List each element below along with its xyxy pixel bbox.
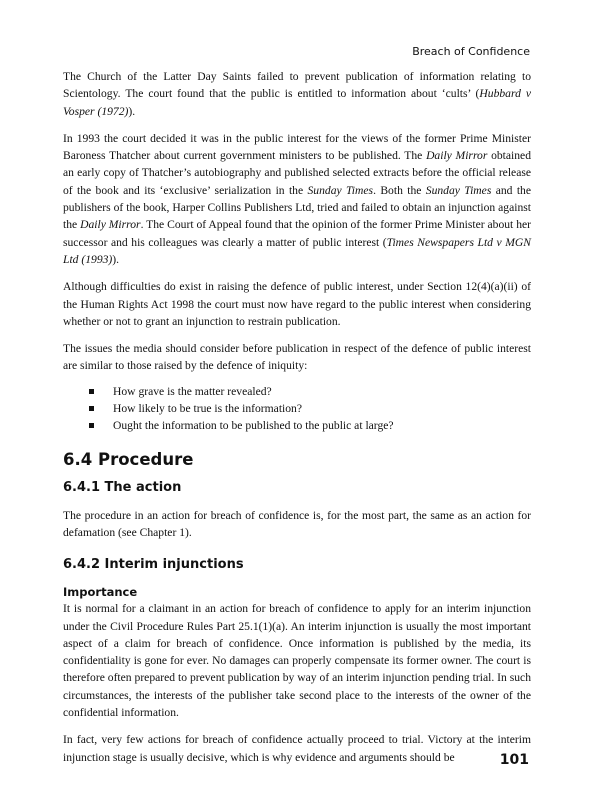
minor-heading: Importance <box>63 585 138 600</box>
paragraph: In fact, very few actions for breach of confidence actually proceed to trial. Victory at the interim injunction stage is usually decisive, which is why evidence and arguments should be <box>63 733 531 764</box>
paragraph: The procedure in an action for breach of confidence is, for the most part, the same as an action for defamation (see Chapter 1). <box>63 508 531 539</box>
case-citation: Times Newspapers Ltd v MGN Ltd (1993) <box>63 235 531 266</box>
paragraph: It is normal for a claimant in an action for breach of confidence to apply for an interim injunction under the Civil Procedure Rules Part 25.1(1)(a). An interim injunction is usually the most important aspect of a claim for breach of confidence. Once information is published by the media, its confidentiality is gone for ever. No damages can properly compensate its former owner. The court is therefore often prepared to prevent publication by way of an interim injunction pending trial. In such circumstances, the interests of the publisher take second place to the interests of the owner of the confidential information. <box>63 602 531 720</box>
bullet-icon <box>89 423 94 428</box>
bullet-icon <box>89 389 94 394</box>
bullet-list <box>63 383 531 435</box>
body-text <box>63 68 531 776</box>
list-item: How grave is the matter revealed? <box>89 383 531 400</box>
section-heading: 6.4 Procedure <box>63 449 194 469</box>
subsection-heading: 6.4.1 The action <box>63 479 182 495</box>
paragraph: In 1993 the court decided it was in the public interest for the views of the former Prime Minister Baroness Thatcher about current government ministers to be published. The Daily Mirror obtained an early copy of Thatcher’s autobiography and published selected extracts before the official release of the book and its ‘exclusive’ serialization in the Sunday Times. Both the Sunday Times and the publishers of the book, Harper Collins Publishers Ltd, tried and failed to obtain an injunction against the Daily Mirror. The Court of Appeal found that the opinion of the former Prime Minister about her successor and his colleagues was clearly a matter of public interest (Times Newspapers Ltd v MGN Ltd (1993)). <box>63 131 532 266</box>
subsection-heading: 6.4.2 Interim injunctions <box>63 557 244 573</box>
paragraph: The issues the media should consider before publication in respect of the defence of public interest are similar to those raised by the defence of iniquity: <box>63 342 531 373</box>
running-head: Breach of Confidence <box>412 45 530 58</box>
paragraph: The Church of the Latter Day Saints failed to prevent publication of information relating to Scientology. The court found that the public is entitled to information about ‘cults’ (Hubbard v Vosper (1972)). <box>63 70 532 118</box>
case-citation: Hubbard v Vosper (1972) <box>63 87 532 118</box>
paragraph: Although difficulties do exist in raising the defence of public interest, under Section 12(4)(a)(ii) of the Human Rights Act 1998 the court must now have regard to the public interest when considering whether or not to grant an injunction to restrain publication. <box>63 280 531 328</box>
list-item: Ought the information to be published to the public at large? <box>89 417 531 434</box>
page-number: 101 <box>499 752 529 768</box>
bullet-icon <box>89 406 94 411</box>
list-item: How likely to be true is the information? <box>89 400 531 417</box>
